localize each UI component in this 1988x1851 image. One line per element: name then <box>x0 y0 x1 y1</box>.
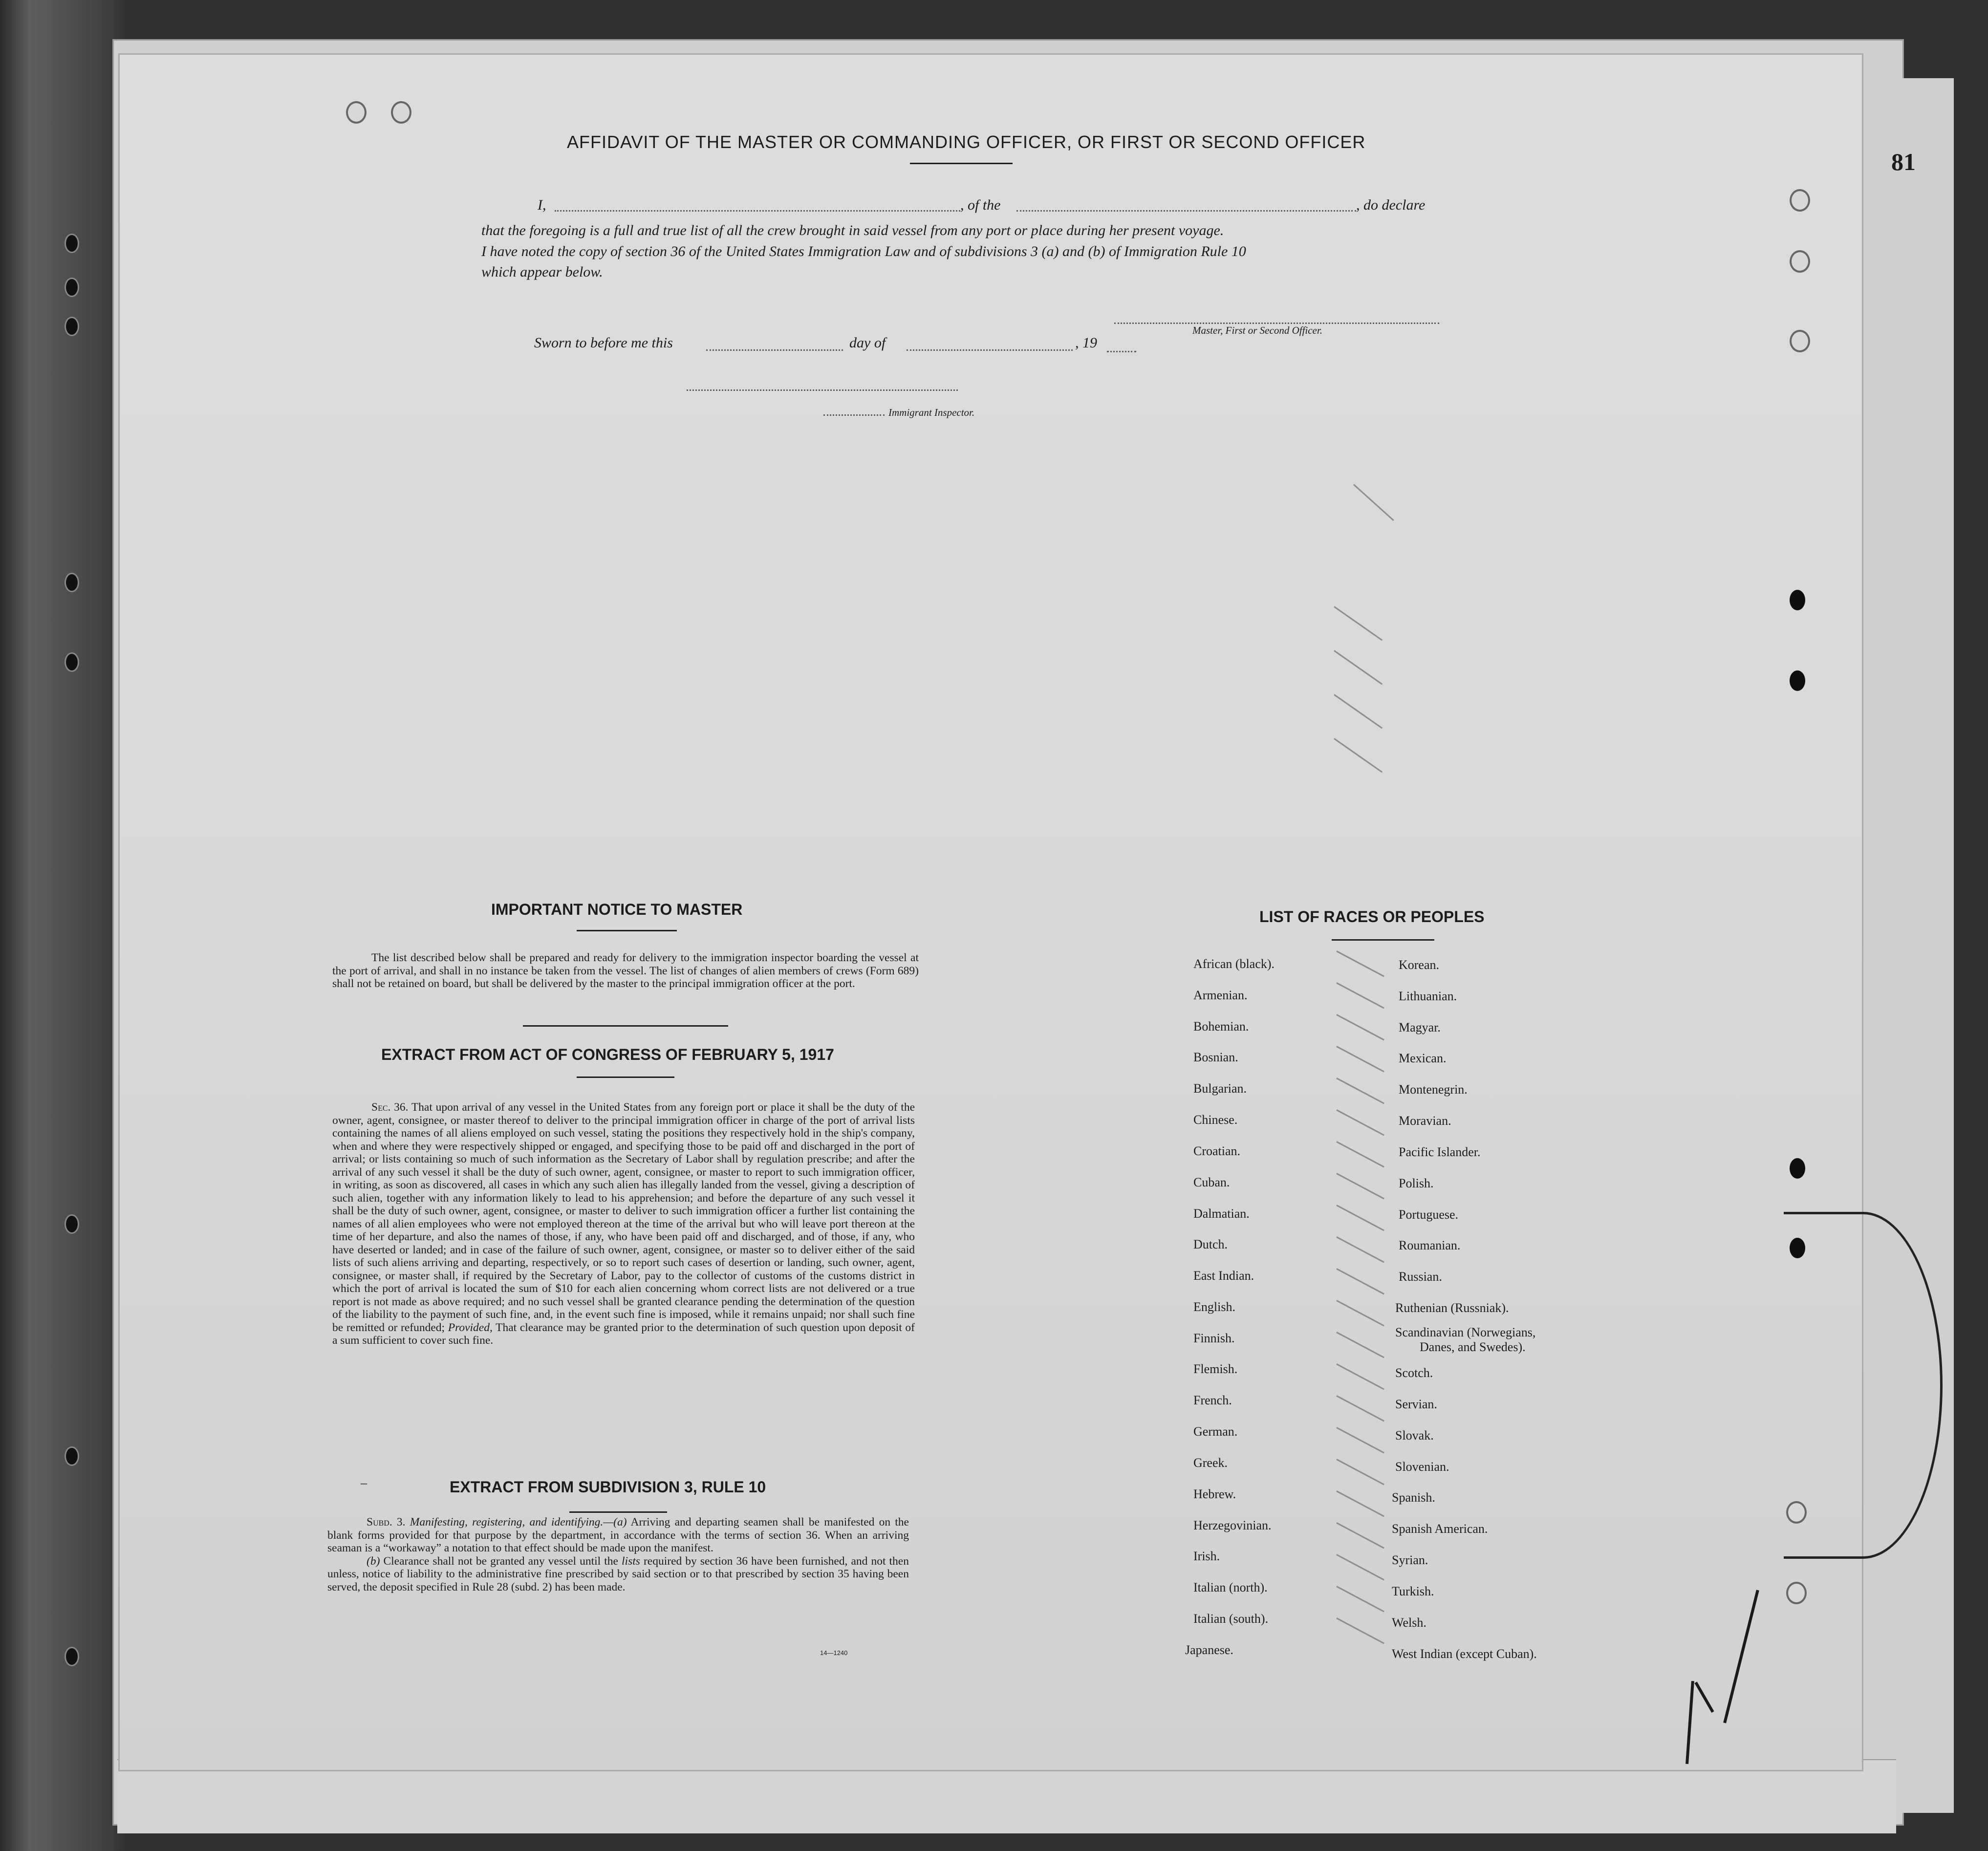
affidavit-line-4: which appear below. <box>481 264 603 280</box>
inspector-name-blank <box>823 414 885 416</box>
race-right-item: Polish. <box>1399 1176 1434 1190</box>
race-left-item: Cuban. <box>1193 1175 1230 1189</box>
title-underline <box>910 163 1013 164</box>
affidavit-of-the-label: , of the <box>960 197 1001 213</box>
subd-text-b2: required by section 36 have been furnished, and not then unless, notice of liability to the administrative fine prescribed by said section or to that prescribed by section 35 having been served, the deposit specified in Rule 28 (subd. 2) has been made. <box>327 1554 909 1593</box>
race-right-item: Magyar. <box>1399 1020 1441 1034</box>
year-blank <box>1107 351 1136 352</box>
race-left-item: German. <box>1193 1424 1238 1439</box>
race-left-item: French. <box>1193 1393 1232 1407</box>
section-36-body-b: That clearance may be granted prior to the determination of such question upon deposit of a sum sufficient to cover such fine. <box>332 1321 915 1347</box>
provided-word: Provided, <box>448 1321 493 1334</box>
punch-hole <box>1790 1158 1805 1179</box>
punch-hole <box>1790 189 1810 212</box>
race-left-item: Herzegovinian. <box>1193 1518 1272 1532</box>
notice-text: The list described below shall be prepared and ready for delivery to the immigration inspector boarding the vessel at the port of arrival, and shall in no instance be taken from the vessel. The list of changes of alien members of crews (Form 689) shall not be retained on board, but shall be delivered by the master to the principal immigration officer at the port. <box>332 951 919 990</box>
binding-hole <box>65 317 79 336</box>
race-left-item: Croatian. <box>1193 1144 1241 1158</box>
inspector-caption: Immigrant Inspector. <box>888 407 975 418</box>
lists-word: lists <box>622 1554 640 1568</box>
section-36-body-a: That upon arrival of any vessel in the United States from any foreign port or place it shall be the duty of the owner, agent, consignee, or master thereof to deliver to the principal immigration officer in charge of the port of arrival lists containing the names of all aliens employed on such vessel, stating the positions they respectively hold in the ship's company, when and where they were respectively shipped or engaged, and specifying those to be paid off and discharged in the port of arrival; or lists containing so much of such information as the Secretary of Labor shall by regulation prescribe; and after the arrival of any such vessel it shall be the duty of such owner, agent, consignee, or master to report to such immigration officer, in writing, as soon as discovered, all cases in which any such alien has illegally landed from the vessel, giving a description of such alien, together with any information likely to lead to his apprehension; and before the departure of any such vessel it shall be the duty of such owner, agent, consignee, or master to deliver to such immigration officer a further list containing the names of all alien employees who were not employed thereon at the time of the arrival but who will leave port thereon at the time of her departure, and also the names of those, if any, who have been paid off and discharged, and of those, if any, who have deserted or landed; and in case of the failure of such owner, agent, consignee, or master so to deliver either of the said lists of such aliens arriving and departing, respectively, or so to report such cases of desertion or landing, such owner, agent, consignee, or master shall, if required by the Secretary of Labor, pay to the collector of customs of the customs district in which the port of arrival is located the sum of $10 for each alien concerning whom correct lists are not delivered or a true report is not made as above required; and no such vessel shall be granted clearance pending the determination of the question of the liability to the payment of such fine, and, in the event such fine is imposed, while it remains unpaid; nor shall such fine be remitted or refunded; <box>332 1101 915 1334</box>
affidavit-title: AFFIDAVIT OF THE MASTER OR COMMANDING OFFICER, OR FIRST OR SECOND OFFICER <box>567 132 1366 152</box>
punch-hole <box>1786 1582 1807 1604</box>
binding-hole <box>65 652 79 672</box>
race-left-item: English. <box>1193 1300 1235 1314</box>
race-right-item: Pacific Islander. <box>1399 1145 1481 1159</box>
races-title: LIST OF RACES OR PEOPLES <box>1259 908 1485 926</box>
notice-divider <box>523 1025 728 1027</box>
subd-label: Subd. 3. <box>367 1516 406 1528</box>
race-right-item: Russian. <box>1399 1270 1442 1284</box>
sworn-label: Sworn to before me this <box>534 335 673 351</box>
race-right-item: Spanish American. <box>1392 1522 1488 1536</box>
races-underline <box>1332 939 1434 941</box>
race-left-item: Japanese. <box>1185 1643 1233 1657</box>
section-36-text <box>332 1101 915 1347</box>
race-right-item: Ruthenian (Russniak). <box>1395 1301 1509 1315</box>
act-extract-underline <box>577 1076 674 1078</box>
race-left-item: Italian (south). <box>1193 1612 1269 1626</box>
race-left-item: Flemish. <box>1193 1362 1238 1376</box>
race-left-item: Irish. <box>1193 1549 1220 1563</box>
punch-hole <box>346 101 367 124</box>
sworn-day-blank <box>706 349 843 351</box>
binding-hole <box>65 1647 79 1666</box>
race-right-item: Scandinavian (Norwegians, <box>1395 1325 1536 1339</box>
race-right-item: Roumanian. <box>1399 1238 1461 1252</box>
ink-arc-mark <box>1784 1212 1943 1559</box>
race-right-item: Mexican. <box>1399 1051 1447 1065</box>
race-left-item: Bosnian. <box>1193 1050 1238 1064</box>
notice-underline <box>577 930 677 931</box>
race-right-item: Slovak. <box>1395 1428 1434 1442</box>
subd-b-label: (b) <box>367 1554 380 1568</box>
sworn-month-blank <box>907 349 1073 351</box>
race-left-item: African (black). <box>1193 957 1275 971</box>
subd-heading: Manifesting, registering, and identifying.—(a) <box>410 1516 627 1528</box>
document-page <box>120 55 1862 1770</box>
race-right-item: Syrian. <box>1392 1553 1428 1567</box>
race-left-item: Finnish. <box>1193 1331 1235 1345</box>
name-blank <box>555 210 960 212</box>
punch-hole <box>1790 590 1805 610</box>
dash-mark: – <box>361 1476 367 1490</box>
affidavit-do-declare: , do declare <box>1356 197 1426 213</box>
section-36-label: Sec. 36. <box>371 1101 409 1114</box>
punch-hole <box>1790 250 1810 273</box>
race-left-item: Italian (north). <box>1193 1580 1268 1594</box>
rule-extract-title: EXTRACT FROM SUBDIVISION 3, RULE 10 <box>450 1478 766 1496</box>
affidavit-line-2: that the foregoing is a full and true list of all the crew brought in said vessel from any port or place during her present voyage. <box>481 222 1224 238</box>
race-right-item: Lithuanian. <box>1399 989 1457 1003</box>
race-right-item: Turkish. <box>1392 1584 1434 1598</box>
race-left-item: East Indian. <box>1193 1269 1254 1283</box>
binding-hole <box>65 573 79 592</box>
affidavit-i-label: I, <box>538 197 546 213</box>
form-code: 14—1240 <box>820 1649 848 1657</box>
race-right-item: Servian. <box>1395 1397 1437 1411</box>
race-right-item: Spanish. <box>1392 1490 1435 1505</box>
subdivision-3-text <box>327 1516 909 1593</box>
rule-extract-underline <box>569 1511 667 1513</box>
race-right-item: Montenegrin. <box>1399 1082 1468 1097</box>
race-left-item: Chinese. <box>1193 1113 1238 1127</box>
page-number: 81 <box>1891 148 1916 175</box>
binding-hole <box>65 1446 79 1466</box>
race-left-item: Armenian. <box>1193 988 1248 1002</box>
race-left-item: Greek. <box>1193 1456 1228 1470</box>
subd-text-a: Arriving and departing seamen shall be manifested on the blank forms provided for that purpose by the department, in accordance with the terms of section 36. When an arriving seaman is a “workaway” a notation to that effect should be made upon the manifest. <box>327 1516 909 1554</box>
race-right-item: Welsh. <box>1392 1615 1426 1630</box>
race-right-item: Scotch. <box>1395 1366 1433 1380</box>
punch-hole <box>391 101 411 124</box>
race-right-item: Korean. <box>1399 958 1440 972</box>
punch-hole <box>1790 330 1810 352</box>
day-of-label: day of <box>849 335 886 351</box>
subd-text-b1: Clearance shall not be granted any vessel until the <box>383 1554 618 1568</box>
signature-blank <box>1114 323 1439 324</box>
race-right-item: Moravian. <box>1399 1114 1451 1128</box>
race-left-item: Dutch. <box>1193 1237 1228 1251</box>
vessel-blank <box>1016 210 1356 212</box>
inspector-signature-blank <box>687 389 958 391</box>
race-right-item-continued: Danes, and Swedes). <box>1420 1340 1526 1354</box>
punch-hole <box>1790 670 1805 691</box>
act-extract-title: EXTRACT FROM ACT OF CONGRESS OF FEBRUARY 5, 1917 <box>381 1046 834 1063</box>
binding-hole <box>65 1214 79 1234</box>
signature-caption: Master, First or Second Officer. <box>1192 324 1322 336</box>
year-label: , 19 <box>1075 335 1097 351</box>
race-left-item: Bulgarian. <box>1193 1081 1247 1096</box>
binding-hole <box>65 278 79 297</box>
race-right-item: West Indian (except Cuban). <box>1392 1647 1537 1661</box>
race-right-item: Portuguese. <box>1399 1207 1459 1222</box>
affidavit-line-3: I have noted the copy of section 36 of the United States Immigration Law and of subdivisions 3 (a) and (b) of Immigration Rule 10 <box>481 243 1246 259</box>
bottom-page-edge <box>117 1759 1896 1833</box>
race-left-item: Bohemian. <box>1193 1019 1249 1033</box>
race-right-item: Slovenian. <box>1395 1460 1449 1474</box>
race-left-item: Dalmatian. <box>1193 1206 1250 1221</box>
race-left-item: Hebrew. <box>1193 1487 1236 1501</box>
binding-hole <box>65 234 79 253</box>
notice-title: IMPORTANT NOTICE TO MASTER <box>491 901 743 918</box>
